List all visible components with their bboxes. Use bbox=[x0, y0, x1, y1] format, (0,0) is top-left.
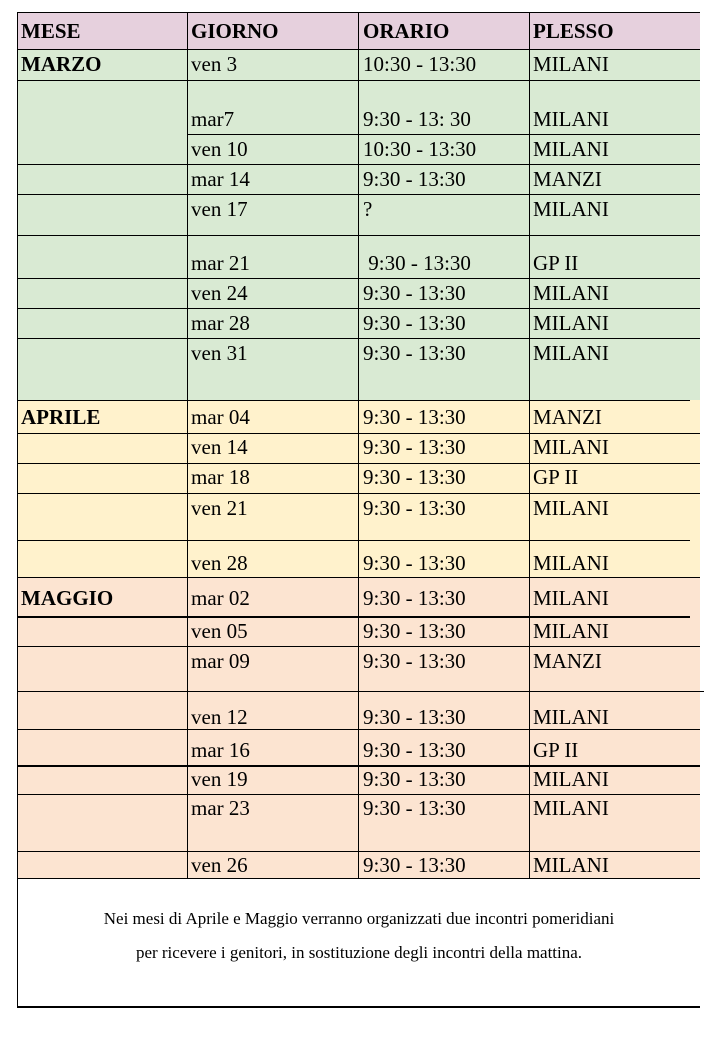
cell-plesso: MILANI bbox=[533, 853, 609, 877]
cell-orario: 9:30 - 13:30 bbox=[359, 235, 530, 278]
cell-orario: 9:30 - 13:30 bbox=[359, 577, 530, 616]
cell-plesso: MILANI bbox=[533, 281, 609, 305]
row-divider bbox=[18, 80, 700, 81]
cell-orario: 9:30 - 13:30 bbox=[359, 646, 530, 691]
row-divider bbox=[188, 134, 700, 135]
header-giorno: GIORNO bbox=[188, 13, 359, 49]
cell-orario: 9:30 - 13:30 bbox=[359, 540, 530, 577]
cell-plesso: MILANI bbox=[533, 496, 609, 520]
cell-mese bbox=[18, 278, 188, 308]
row-divider bbox=[18, 577, 700, 578]
cell-mese bbox=[18, 540, 188, 577]
cell-plesso: MILANI bbox=[533, 311, 609, 335]
cell-plesso: MILANI bbox=[533, 341, 609, 365]
row-divider bbox=[18, 278, 700, 279]
cell-mese bbox=[18, 235, 188, 278]
cell-plesso: MILANI bbox=[533, 137, 609, 161]
row-divider bbox=[18, 540, 690, 541]
cell-mese bbox=[18, 794, 188, 851]
cell-plesso: MILANI bbox=[533, 796, 609, 820]
table-row bbox=[18, 194, 700, 235]
cell-giorno: mar 04 bbox=[188, 400, 359, 433]
footer-note bbox=[18, 878, 700, 1006]
cell-plesso: MANZI bbox=[533, 405, 602, 429]
table-row bbox=[18, 493, 700, 540]
cell-giorno: mar 02 bbox=[188, 577, 359, 616]
cell-orario: 9:30 - 13:30 bbox=[359, 278, 530, 308]
table-row bbox=[18, 616, 700, 646]
cell-orario: 9:30 - 13:30 bbox=[359, 851, 530, 878]
cell-mese: APRILE bbox=[18, 400, 188, 433]
cell-orario: 9:30 - 13:30 bbox=[359, 338, 530, 400]
cell-mese bbox=[18, 338, 188, 400]
cell-mese: MARZO bbox=[18, 49, 188, 80]
cell-plesso: MANZI bbox=[533, 167, 602, 191]
cell-mese bbox=[18, 851, 188, 878]
cell-plesso: MILANI bbox=[533, 107, 609, 131]
row-divider bbox=[18, 463, 700, 464]
table-row bbox=[18, 80, 700, 134]
row-divider bbox=[18, 729, 700, 730]
cell-giorno: ven 28 bbox=[188, 540, 359, 577]
row-divider bbox=[18, 878, 700, 879]
cell-plesso: MILANI bbox=[533, 586, 609, 610]
row-divider bbox=[18, 164, 700, 165]
table-row bbox=[18, 765, 700, 794]
cell-plesso: GP II bbox=[533, 738, 579, 762]
row-divider bbox=[18, 338, 700, 339]
row-divider bbox=[18, 765, 700, 767]
cell-mese bbox=[18, 729, 188, 765]
row-divider bbox=[18, 794, 700, 795]
cell-mese bbox=[18, 164, 188, 194]
table-row bbox=[18, 463, 700, 493]
cell-plesso: GP II bbox=[533, 251, 579, 275]
cell-plesso: MILANI bbox=[533, 435, 609, 459]
cell-orario: 9:30 - 13:30 bbox=[359, 765, 530, 794]
cell-orario: 9:30 - 13:30 bbox=[359, 400, 530, 433]
cell-giorno: ven 05 bbox=[188, 616, 359, 646]
footer-note-line-1: Nei mesi di Aprile e Maggio verranno organizzati due incontri pomeridiani bbox=[103, 909, 615, 928]
row-divider bbox=[18, 433, 700, 434]
row-divider bbox=[18, 194, 700, 195]
cell-giorno: mar7 bbox=[188, 80, 359, 134]
cell-mese: MAGGIO bbox=[18, 577, 188, 616]
table-row bbox=[18, 577, 700, 616]
row-divider bbox=[18, 235, 700, 236]
cell-mese bbox=[18, 691, 188, 729]
footer-note-line-2: per ricevere i genitori, in sostituzione degli incontri della mattina. bbox=[135, 943, 583, 962]
cell-orario: 9:30 - 13:30 bbox=[359, 463, 530, 493]
table-row bbox=[18, 729, 700, 765]
cell-mese bbox=[18, 433, 188, 463]
cell-giorno: ven 31 bbox=[188, 338, 359, 400]
table-row bbox=[18, 851, 700, 878]
cell-giorno: ven 3 bbox=[188, 49, 359, 80]
cell-mese bbox=[18, 646, 188, 691]
cell-giorno: mar 16 bbox=[188, 729, 359, 765]
cell-giorno: ven 24 bbox=[188, 278, 359, 308]
cell-plesso: MILANI bbox=[533, 52, 609, 76]
cell-giorno: mar 28 bbox=[188, 308, 359, 338]
table-row bbox=[18, 134, 700, 164]
header-mese: MESE bbox=[18, 13, 188, 49]
cell-orario: 9:30 - 13:30 bbox=[359, 433, 530, 463]
cell-mese bbox=[18, 463, 188, 493]
table-row bbox=[18, 540, 700, 577]
cell-mese bbox=[18, 194, 188, 235]
cell-giorno: ven 19 bbox=[188, 765, 359, 794]
cell-mese bbox=[18, 616, 188, 646]
table-row bbox=[18, 49, 700, 80]
row-divider bbox=[18, 616, 690, 618]
cell-plesso: MILANI bbox=[533, 767, 609, 791]
cell-orario: ? bbox=[359, 194, 530, 235]
row-divider bbox=[18, 646, 700, 647]
cell-giorno: mar 23 bbox=[188, 794, 359, 851]
table-row bbox=[18, 400, 700, 433]
cell-orario: 9:30 - 13:30 bbox=[359, 691, 530, 729]
cell-orario: 9:30 - 13:30 bbox=[359, 616, 530, 646]
cell-plesso: MILANI bbox=[533, 705, 609, 729]
cell-mese bbox=[18, 134, 188, 164]
cell-orario: 9:30 - 13:30 bbox=[359, 164, 530, 194]
cell-giorno: mar 18 bbox=[188, 463, 359, 493]
table-row bbox=[18, 794, 700, 851]
row-divider bbox=[18, 851, 700, 852]
cell-giorno: ven 21 bbox=[188, 493, 359, 540]
cell-orario: 9:30 - 13:30 bbox=[359, 729, 530, 765]
cell-orario: 9:30 - 13:30 bbox=[359, 794, 530, 851]
cell-orario: 9:30 - 13:30 bbox=[359, 493, 530, 540]
row-divider bbox=[18, 691, 704, 692]
cell-giorno: ven 14 bbox=[188, 433, 359, 463]
table-row bbox=[18, 164, 700, 194]
cell-mese bbox=[18, 80, 188, 134]
cell-orario: 10:30 - 13:30 bbox=[359, 134, 530, 164]
row-divider bbox=[18, 400, 690, 401]
cell-giorno: ven 10 bbox=[188, 134, 359, 164]
cell-orario: 9:30 - 13:30 bbox=[359, 308, 530, 338]
cell-plesso: GP II bbox=[533, 465, 579, 489]
cell-plesso: MILANI bbox=[533, 197, 609, 221]
cell-giorno: mar 14 bbox=[188, 164, 359, 194]
table-row bbox=[18, 308, 700, 338]
cell-giorno: mar 09 bbox=[188, 646, 359, 691]
row-divider bbox=[18, 493, 700, 494]
cell-plesso: MANZI bbox=[533, 649, 602, 673]
cell-mese bbox=[18, 493, 188, 540]
header-plesso: PLESSO bbox=[533, 19, 614, 43]
row-divider bbox=[18, 308, 700, 309]
cell-giorno: ven 17 bbox=[188, 194, 359, 235]
cell-plesso: MILANI bbox=[533, 619, 609, 643]
table-row bbox=[18, 338, 700, 400]
table-row bbox=[18, 646, 700, 691]
header-orario: ORARIO bbox=[359, 13, 530, 49]
table-row bbox=[18, 691, 700, 729]
cell-plesso: MILANI bbox=[533, 551, 609, 575]
cell-orario: 9:30 - 13: 30 bbox=[359, 80, 530, 134]
cell-giorno: ven 26 bbox=[188, 851, 359, 878]
cell-giorno: mar 21 bbox=[188, 235, 359, 278]
table-row bbox=[18, 278, 700, 308]
cell-orario: 10:30 - 13:30 bbox=[359, 49, 530, 80]
cell-giorno: ven 12 bbox=[188, 691, 359, 729]
cell-mese bbox=[18, 765, 188, 794]
table-header-row bbox=[18, 13, 700, 49]
table-row bbox=[18, 433, 700, 463]
cell-mese bbox=[18, 308, 188, 338]
table-row bbox=[18, 235, 700, 278]
row-divider bbox=[18, 49, 700, 50]
